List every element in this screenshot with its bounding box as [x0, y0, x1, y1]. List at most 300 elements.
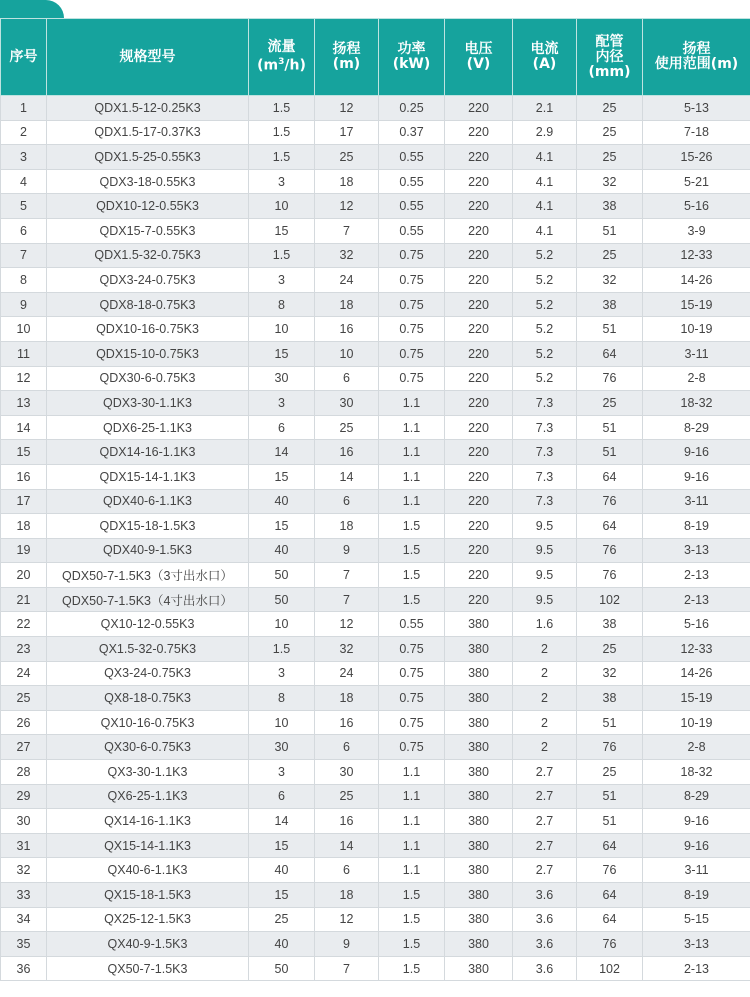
cell-no: 8	[1, 268, 47, 293]
cell-voltage: 380	[445, 661, 513, 686]
cell-no: 32	[1, 858, 47, 883]
pump-spec-table	[0, 18, 750, 981]
table-row	[1, 735, 750, 760]
cell-model: QDX14-16-1.1K3	[47, 440, 249, 465]
cell-range: 3-13	[643, 538, 750, 563]
cell-no: 24	[1, 661, 47, 686]
cell-power: 0.55	[379, 194, 445, 219]
cell-voltage: 220	[445, 268, 513, 293]
cell-range: 9-16	[643, 809, 750, 834]
cell-voltage: 380	[445, 907, 513, 932]
cell-model: QDX3-24-0.75K3	[47, 268, 249, 293]
cell-flow: 30	[249, 735, 315, 760]
cell-model: QDX40-6-1.1K3	[47, 489, 249, 514]
cell-power: 0.75	[379, 661, 445, 686]
cell-flow: 40	[249, 858, 315, 883]
cell-pipe: 32	[577, 268, 643, 293]
cell-flow: 6	[249, 784, 315, 809]
cell-voltage: 380	[445, 784, 513, 809]
cell-current: 2.7	[513, 760, 577, 785]
cell-pipe: 25	[577, 637, 643, 662]
cell-head: 18	[315, 169, 379, 194]
cell-no: 12	[1, 366, 47, 391]
cell-pipe: 64	[577, 514, 643, 539]
cell-voltage: 380	[445, 858, 513, 883]
table-row	[1, 883, 750, 908]
cell-range: 2-13	[643, 956, 750, 981]
cell-head: 32	[315, 637, 379, 662]
cell-model: QX3-24-0.75K3	[47, 661, 249, 686]
cell-power: 0.75	[379, 268, 445, 293]
cell-no: 5	[1, 194, 47, 219]
cell-power: 0.75	[379, 366, 445, 391]
table-row	[1, 956, 750, 981]
cell-no: 34	[1, 907, 47, 932]
cell-no: 9	[1, 292, 47, 317]
cell-voltage: 220	[445, 489, 513, 514]
cell-no: 22	[1, 612, 47, 637]
cell-pipe: 51	[577, 317, 643, 342]
cell-pipe: 25	[577, 120, 643, 145]
cell-power: 0.75	[379, 637, 445, 662]
cell-no: 4	[1, 169, 47, 194]
cell-pipe: 38	[577, 292, 643, 317]
cell-model: QX3-30-1.1K3	[47, 760, 249, 785]
cell-flow: 15	[249, 218, 315, 243]
cell-head: 7	[315, 587, 379, 612]
cell-current: 5.2	[513, 292, 577, 317]
cell-model: QDX10-16-0.75K3	[47, 317, 249, 342]
cell-pipe: 25	[577, 760, 643, 785]
cell-current: 7.3	[513, 440, 577, 465]
cell-current: 2.7	[513, 784, 577, 809]
table-row	[1, 907, 750, 932]
cell-flow: 15	[249, 514, 315, 539]
cell-pipe: 32	[577, 169, 643, 194]
cell-current: 2.9	[513, 120, 577, 145]
cell-power: 0.55	[379, 612, 445, 637]
table-row	[1, 96, 750, 121]
cell-pipe: 76	[577, 932, 643, 957]
cell-model: QDX3-30-1.1K3	[47, 391, 249, 416]
cell-model: QX50-7-1.5K3	[47, 956, 249, 981]
table-row	[1, 514, 750, 539]
cell-head: 18	[315, 292, 379, 317]
cell-range: 8-19	[643, 514, 750, 539]
cell-voltage: 220	[445, 145, 513, 170]
cell-current: 7.3	[513, 464, 577, 489]
table-row	[1, 612, 750, 637]
cell-head: 7	[315, 956, 379, 981]
table-row	[1, 341, 750, 366]
cell-current: 2	[513, 686, 577, 711]
cell-power: 1.1	[379, 440, 445, 465]
cell-head: 10	[315, 341, 379, 366]
cell-pipe: 76	[577, 538, 643, 563]
cell-current: 9.5	[513, 587, 577, 612]
cell-power: 0.75	[379, 686, 445, 711]
cell-voltage: 220	[445, 440, 513, 465]
cell-pipe: 51	[577, 710, 643, 735]
cell-head: 12	[315, 194, 379, 219]
cell-pipe: 51	[577, 415, 643, 440]
cell-head: 6	[315, 735, 379, 760]
cell-no: 29	[1, 784, 47, 809]
cell-pipe: 76	[577, 858, 643, 883]
cell-no: 3	[1, 145, 47, 170]
cell-power: 1.1	[379, 415, 445, 440]
table-row	[1, 686, 750, 711]
cell-flow: 10	[249, 710, 315, 735]
table-row	[1, 243, 750, 268]
table-row	[1, 440, 750, 465]
table-row	[1, 809, 750, 834]
cell-range: 3-11	[643, 858, 750, 883]
cell-range: 3-11	[643, 489, 750, 514]
cell-power: 1.5	[379, 907, 445, 932]
cell-range: 9-16	[643, 833, 750, 858]
cell-current: 9.5	[513, 538, 577, 563]
cell-range: 2-13	[643, 587, 750, 612]
cell-power: 1.1	[379, 391, 445, 416]
cell-head: 16	[315, 809, 379, 834]
table-row	[1, 587, 750, 612]
cell-current: 4.1	[513, 145, 577, 170]
cell-range: 15-19	[643, 292, 750, 317]
cell-pipe: 51	[577, 784, 643, 809]
table-row	[1, 218, 750, 243]
cell-model: QDX15-14-1.1K3	[47, 464, 249, 489]
cell-voltage: 380	[445, 637, 513, 662]
cell-head: 30	[315, 760, 379, 785]
cell-range: 8-19	[643, 883, 750, 908]
cell-range: 15-19	[643, 686, 750, 711]
cell-head: 9	[315, 932, 379, 957]
cell-head: 24	[315, 661, 379, 686]
cell-model: QX14-16-1.1K3	[47, 809, 249, 834]
cell-current: 3.6	[513, 956, 577, 981]
cell-pipe: 64	[577, 341, 643, 366]
cell-model: QDX50-7-1.5K3（3寸出水口）	[47, 563, 249, 588]
cell-no: 1	[1, 96, 47, 121]
cell-model: QDX15-7-0.55K3	[47, 218, 249, 243]
cell-no: 36	[1, 956, 47, 981]
cell-flow: 50	[249, 956, 315, 981]
cell-head: 6	[315, 366, 379, 391]
table-row	[1, 169, 750, 194]
cell-head: 7	[315, 218, 379, 243]
cell-current: 2.7	[513, 858, 577, 883]
cell-range: 5-13	[643, 96, 750, 121]
cell-model: QDX1.5-12-0.25K3	[47, 96, 249, 121]
table-row	[1, 858, 750, 883]
cell-head: 7	[315, 563, 379, 588]
col-header-head: 扬程 (m)	[315, 19, 379, 96]
col-header-current: 电流 (A)	[513, 19, 577, 96]
cell-no: 35	[1, 932, 47, 957]
cell-power: 1.1	[379, 784, 445, 809]
cell-flow: 50	[249, 587, 315, 612]
cell-flow: 1.5	[249, 145, 315, 170]
cell-voltage: 220	[445, 563, 513, 588]
table-row	[1, 661, 750, 686]
cell-range: 8-29	[643, 415, 750, 440]
cell-head: 25	[315, 415, 379, 440]
cell-flow: 1.5	[249, 243, 315, 268]
cell-voltage: 220	[445, 218, 513, 243]
cell-model: QDX50-7-1.5K3（4寸出水口）	[47, 587, 249, 612]
cell-flow: 6	[249, 415, 315, 440]
cell-no: 17	[1, 489, 47, 514]
cell-range: 5-15	[643, 907, 750, 932]
cell-no: 16	[1, 464, 47, 489]
cell-no: 23	[1, 637, 47, 662]
cell-no: 28	[1, 760, 47, 785]
cell-current: 7.3	[513, 391, 577, 416]
cell-no: 33	[1, 883, 47, 908]
table-row	[1, 563, 750, 588]
cell-voltage: 220	[445, 587, 513, 612]
cell-pipe: 76	[577, 735, 643, 760]
cell-pipe: 25	[577, 96, 643, 121]
cell-current: 3.6	[513, 907, 577, 932]
cell-flow: 3	[249, 169, 315, 194]
cell-flow: 1.5	[249, 96, 315, 121]
cell-head: 17	[315, 120, 379, 145]
cell-power: 1.1	[379, 760, 445, 785]
cell-flow: 14	[249, 440, 315, 465]
cell-head: 6	[315, 858, 379, 883]
cell-model: QDX1.5-17-0.37K3	[47, 120, 249, 145]
cell-range: 14-26	[643, 268, 750, 293]
cell-current: 4.1	[513, 194, 577, 219]
cell-voltage: 380	[445, 833, 513, 858]
cell-power: 1.5	[379, 883, 445, 908]
cell-flow: 30	[249, 366, 315, 391]
cell-model: QX40-9-1.5K3	[47, 932, 249, 957]
cell-no: 20	[1, 563, 47, 588]
cell-voltage: 380	[445, 809, 513, 834]
cell-flow: 50	[249, 563, 315, 588]
cell-model: QX30-6-0.75K3	[47, 735, 249, 760]
cell-range: 9-16	[643, 440, 750, 465]
cell-range: 12-33	[643, 243, 750, 268]
cell-pipe: 51	[577, 809, 643, 834]
cell-power: 0.55	[379, 169, 445, 194]
cell-voltage: 220	[445, 96, 513, 121]
cell-pipe: 102	[577, 956, 643, 981]
col-header-range: 扬程 使用范围(m)	[643, 19, 750, 96]
table-header-row	[1, 19, 750, 96]
cell-range: 18-32	[643, 391, 750, 416]
cell-head: 18	[315, 514, 379, 539]
col-header-flow: 流量 $(m^3/h)$	[249, 19, 315, 96]
cell-power: 1.5	[379, 587, 445, 612]
cell-pipe: 51	[577, 440, 643, 465]
cell-model: QDX1.5-25-0.55K3	[47, 145, 249, 170]
cell-current: 2	[513, 735, 577, 760]
cell-range: 7-18	[643, 120, 750, 145]
col-header-power: 功率 (kW)	[379, 19, 445, 96]
cell-pipe: 64	[577, 464, 643, 489]
cell-range: 10-19	[643, 317, 750, 342]
cell-pipe: 64	[577, 833, 643, 858]
cell-head: 16	[315, 440, 379, 465]
cell-voltage: 380	[445, 686, 513, 711]
cell-voltage: 380	[445, 710, 513, 735]
cell-flow: 3	[249, 268, 315, 293]
cell-range: 3-9	[643, 218, 750, 243]
cell-current: 2	[513, 637, 577, 662]
table-row	[1, 268, 750, 293]
cell-flow: 3	[249, 391, 315, 416]
cell-no: 27	[1, 735, 47, 760]
cell-voltage: 220	[445, 366, 513, 391]
table-row	[1, 317, 750, 342]
cell-flow: 40	[249, 932, 315, 957]
cell-flow: 15	[249, 833, 315, 858]
cell-head: 24	[315, 268, 379, 293]
cell-model: QDX6-25-1.1K3	[47, 415, 249, 440]
cell-power: 1.1	[379, 833, 445, 858]
cell-flow: 40	[249, 538, 315, 563]
cell-pipe: 76	[577, 366, 643, 391]
table-row	[1, 145, 750, 170]
cell-current: 3.6	[513, 883, 577, 908]
cell-voltage: 220	[445, 243, 513, 268]
cell-no: 14	[1, 415, 47, 440]
cell-flow: 15	[249, 464, 315, 489]
cell-no: 11	[1, 341, 47, 366]
cell-power: 1.5	[379, 956, 445, 981]
cell-voltage: 220	[445, 415, 513, 440]
table-row	[1, 194, 750, 219]
cell-head: 12	[315, 96, 379, 121]
cell-model: QX10-16-0.75K3	[47, 710, 249, 735]
cell-range: 14-26	[643, 661, 750, 686]
cell-current: 5.2	[513, 366, 577, 391]
cell-current: 7.3	[513, 489, 577, 514]
cell-pipe: 25	[577, 391, 643, 416]
cell-no: 25	[1, 686, 47, 711]
cell-pipe: 64	[577, 883, 643, 908]
table-row	[1, 932, 750, 957]
cell-voltage: 220	[445, 538, 513, 563]
cell-power: 1.5	[379, 538, 445, 563]
cell-voltage: 380	[445, 883, 513, 908]
cell-head: 14	[315, 464, 379, 489]
cell-current: 5.2	[513, 341, 577, 366]
cell-voltage: 380	[445, 932, 513, 957]
cell-range: 5-16	[643, 612, 750, 637]
cell-flow: 1.5	[249, 637, 315, 662]
cell-current: 2.1	[513, 96, 577, 121]
cell-range: 3-13	[643, 932, 750, 957]
col-header-model: 规格型号	[47, 19, 249, 96]
cell-pipe: 25	[577, 145, 643, 170]
cell-power: 1.1	[379, 489, 445, 514]
cell-pipe: 25	[577, 243, 643, 268]
cell-voltage: 220	[445, 194, 513, 219]
cell-voltage: 220	[445, 341, 513, 366]
cell-power: 1.5	[379, 932, 445, 957]
table-row	[1, 489, 750, 514]
cell-voltage: 220	[445, 391, 513, 416]
cell-current: 3.6	[513, 932, 577, 957]
cell-range: 12-33	[643, 637, 750, 662]
cell-power: 0.75	[379, 710, 445, 735]
table-row	[1, 464, 750, 489]
cell-range: 2-8	[643, 366, 750, 391]
table-row	[1, 366, 750, 391]
col-header-pipe: 配管 内径 (mm)	[577, 19, 643, 96]
cell-head: 16	[315, 317, 379, 342]
table-row	[1, 538, 750, 563]
cell-model: QDX15-10-0.75K3	[47, 341, 249, 366]
cell-power: 0.55	[379, 145, 445, 170]
cell-range: 5-21	[643, 169, 750, 194]
cell-model: QDX8-18-0.75K3	[47, 292, 249, 317]
cell-model: QX25-12-1.5K3	[47, 907, 249, 932]
cell-model: QDX1.5-32-0.75K3	[47, 243, 249, 268]
cell-current: 1.6	[513, 612, 577, 637]
cell-head: 25	[315, 145, 379, 170]
cell-voltage: 220	[445, 317, 513, 342]
cell-pipe: 38	[577, 686, 643, 711]
cell-current: 2.7	[513, 833, 577, 858]
cell-flow: 10	[249, 194, 315, 219]
cell-range: 5-16	[643, 194, 750, 219]
cell-head: 9	[315, 538, 379, 563]
cell-pipe: 76	[577, 563, 643, 588]
cell-no: 15	[1, 440, 47, 465]
cell-model: QDX10-12-0.55K3	[47, 194, 249, 219]
cell-model: QDX30-6-0.75K3	[47, 366, 249, 391]
cell-no: 30	[1, 809, 47, 834]
cell-no: 2	[1, 120, 47, 145]
cell-current: 9.5	[513, 563, 577, 588]
table-row	[1, 784, 750, 809]
cell-flow: 10	[249, 612, 315, 637]
cell-model: QX15-14-1.1K3	[47, 833, 249, 858]
cell-power: 0.75	[379, 341, 445, 366]
cell-head: 18	[315, 686, 379, 711]
table-row	[1, 292, 750, 317]
table-row	[1, 120, 750, 145]
cell-range: 18-32	[643, 760, 750, 785]
cell-flow: 15	[249, 883, 315, 908]
cell-no: 7	[1, 243, 47, 268]
cell-power: 0.75	[379, 735, 445, 760]
cell-current: 2	[513, 661, 577, 686]
cell-no: 26	[1, 710, 47, 735]
cell-no: 10	[1, 317, 47, 342]
cell-pipe: 38	[577, 612, 643, 637]
cell-range: 8-29	[643, 784, 750, 809]
cell-voltage: 380	[445, 760, 513, 785]
cell-range: 15-26	[643, 145, 750, 170]
cell-pipe: 38	[577, 194, 643, 219]
cell-head: 18	[315, 883, 379, 908]
cell-current: 5.2	[513, 268, 577, 293]
cell-voltage: 380	[445, 735, 513, 760]
cell-model: QDX3-18-0.55K3	[47, 169, 249, 194]
cell-flow: 3	[249, 760, 315, 785]
cell-head: 30	[315, 391, 379, 416]
cell-current: 7.3	[513, 415, 577, 440]
cell-voltage: 220	[445, 514, 513, 539]
cell-current: 5.2	[513, 317, 577, 342]
